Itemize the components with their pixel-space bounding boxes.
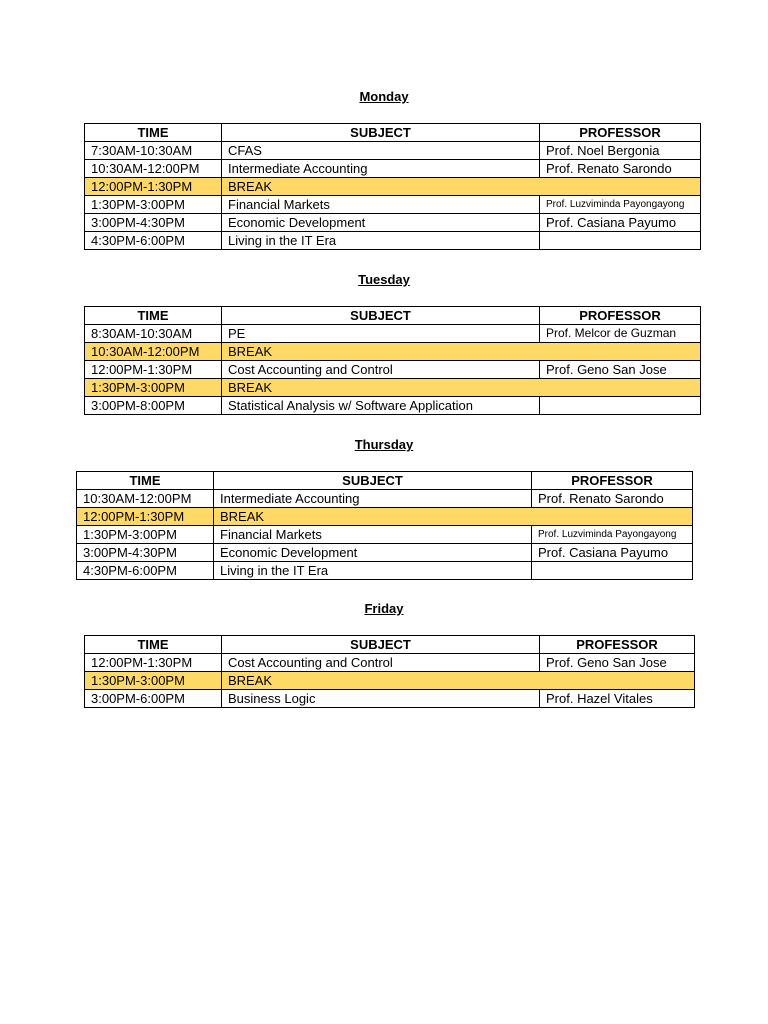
professor-cell: Prof. Geno San Jose	[540, 654, 695, 672]
subject-cell: BREAK	[222, 379, 701, 397]
time-header: TIME	[77, 472, 214, 490]
table-row	[85, 142, 701, 160]
subject-cell: Economic Development	[214, 544, 532, 562]
break-row	[77, 508, 693, 526]
professor-cell: Prof. Luzviminda Payongayong	[532, 526, 693, 544]
subject-cell: Cost Accounting and Control	[222, 654, 540, 672]
table-row	[77, 526, 693, 544]
time-cell: 3:00PM-6:00PM	[85, 690, 222, 708]
time-cell: 8:30AM-10:30AM	[85, 325, 222, 343]
professor-cell	[532, 562, 693, 580]
professor-cell: Prof. Renato Sarondo	[540, 160, 701, 178]
time-header: TIME	[85, 636, 222, 654]
time-cell: 3:00PM-4:30PM	[77, 544, 214, 562]
subject-cell: Financial Markets	[222, 196, 540, 214]
break-row	[85, 343, 701, 361]
time-cell: 3:00PM-8:00PM	[85, 397, 222, 415]
day-title-friday: Friday	[364, 601, 404, 616]
time-cell: 7:30AM-10:30AM	[85, 142, 222, 160]
time-cell: 10:30AM-12:00PM	[85, 160, 222, 178]
break-row	[85, 672, 695, 690]
table-row	[85, 654, 695, 672]
professor-cell: Prof. Renato Sarondo	[532, 490, 693, 508]
time-cell: 1:30PM-3:00PM	[77, 526, 214, 544]
subject-cell: BREAK	[222, 672, 695, 690]
time-header: TIME	[85, 307, 222, 325]
table-row	[77, 562, 693, 580]
break-row	[85, 379, 701, 397]
monday-schedule-table	[84, 123, 701, 250]
time-header: TIME	[85, 124, 222, 142]
professor-header: PROFESSOR	[532, 472, 693, 490]
subject-cell: Business Logic	[222, 690, 540, 708]
table-row	[85, 196, 701, 214]
table-row	[85, 214, 701, 232]
table-row	[85, 397, 701, 415]
time-cell: 4:30PM-6:00PM	[85, 232, 222, 250]
time-cell: 1:30PM-3:00PM	[85, 379, 222, 397]
time-cell: 1:30PM-3:00PM	[85, 672, 222, 690]
subject-cell: Cost Accounting and Control	[222, 361, 540, 379]
time-cell: 12:00PM-1:30PM	[85, 654, 222, 672]
professor-header: PROFESSOR	[540, 124, 701, 142]
day-title-monday: Monday	[359, 89, 409, 104]
professor-header: PROFESSOR	[540, 307, 701, 325]
professor-cell: Prof. Casiana Payumo	[540, 214, 701, 232]
time-cell: 12:00PM-1:30PM	[85, 178, 222, 196]
subject-cell: BREAK	[222, 343, 701, 361]
professor-cell	[540, 232, 701, 250]
table-header-row	[85, 307, 701, 325]
time-cell: 4:30PM-6:00PM	[77, 562, 214, 580]
subject-cell: BREAK	[222, 178, 701, 196]
subject-header: SUBJECT	[214, 472, 532, 490]
subject-cell: Living in the IT Era	[214, 562, 532, 580]
professor-cell: Prof. Noel Bergonia	[540, 142, 701, 160]
subject-header: SUBJECT	[222, 636, 540, 654]
subject-cell: CFAS	[222, 142, 540, 160]
subject-cell: Intermediate Accounting	[214, 490, 532, 508]
subject-cell: Economic Development	[222, 214, 540, 232]
friday-schedule-table	[84, 635, 695, 708]
professor-cell: Prof. Geno San Jose	[540, 361, 701, 379]
professor-cell: Prof. Hazel Vitales	[540, 690, 695, 708]
time-cell: 10:30AM-12:00PM	[77, 490, 214, 508]
professor-header: PROFESSOR	[540, 636, 695, 654]
thursday-schedule-table	[76, 471, 693, 580]
table-row	[77, 490, 693, 508]
day-title-tuesday: Tuesday	[358, 272, 410, 287]
table-row	[85, 232, 701, 250]
time-cell: 3:00PM-4:30PM	[85, 214, 222, 232]
day-title-thursday: Thursday	[354, 437, 414, 452]
professor-cell: Prof. Melcor de Guzman	[540, 325, 701, 343]
tuesday-schedule-table	[84, 306, 701, 415]
table-row	[85, 361, 701, 379]
subject-cell: Living in the IT Era	[222, 232, 540, 250]
break-row	[85, 178, 701, 196]
professor-cell	[540, 397, 701, 415]
subject-header: SUBJECT	[222, 124, 540, 142]
time-cell: 12:00PM-1:30PM	[77, 508, 214, 526]
table-row	[85, 690, 695, 708]
subject-cell: Intermediate Accounting	[222, 160, 540, 178]
professor-cell: Prof. Casiana Payumo	[532, 544, 693, 562]
table-row	[77, 544, 693, 562]
subject-header: SUBJECT	[222, 307, 540, 325]
time-cell: 12:00PM-1:30PM	[85, 361, 222, 379]
time-cell: 10:30AM-12:00PM	[85, 343, 222, 361]
subject-cell: Statistical Analysis w/ Software Application	[222, 397, 540, 415]
table-header-row	[85, 636, 695, 654]
table-header-row	[85, 124, 701, 142]
table-header-row	[77, 472, 693, 490]
table-row	[85, 160, 701, 178]
time-cell: 1:30PM-3:00PM	[85, 196, 222, 214]
subject-cell: BREAK	[214, 508, 693, 526]
subject-cell: PE	[222, 325, 540, 343]
table-row	[85, 325, 701, 343]
professor-cell: Prof. Luzviminda Payongayong	[540, 196, 701, 214]
subject-cell: Financial Markets	[214, 526, 532, 544]
